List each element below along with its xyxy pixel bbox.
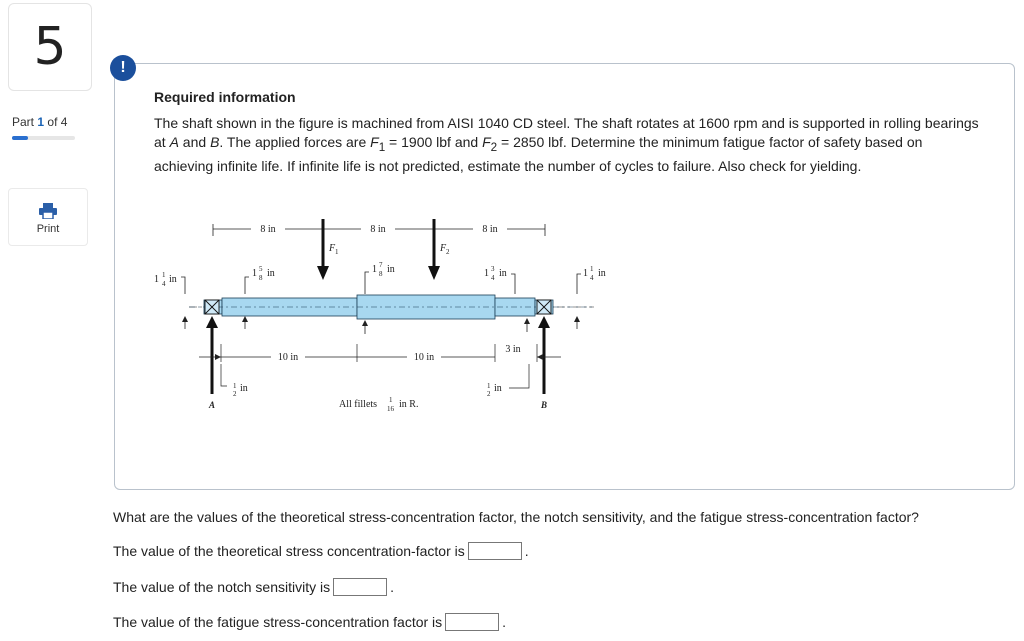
d-2-whole: 1 [252,268,257,279]
dim-top-2: 8 in [370,224,386,235]
fillets-prefix: All fillets [339,399,378,410]
half-left-num: 1 [233,382,237,390]
fillets-den: 16 [387,405,394,413]
kt-label: The value of the theoretical stress concentration-factor is [113,543,465,559]
kt-input[interactable] [468,542,522,560]
print-label: Print [36,223,60,235]
question-prompt: What are the values of the theoretical stress-concentration factor, the notch sensitivity, and the fatigue stress-concentration factor? [113,509,919,525]
d-5-unit: in [598,268,606,279]
force-f2-label: F [440,243,447,254]
half-right-den: 2 [487,390,491,398]
d-4-den: 4 [491,274,495,282]
d-4-whole: 1 [484,268,489,279]
part-current: 1 [37,115,45,129]
force-f2-arrow [428,266,440,280]
label-a: A [209,400,216,410]
label-b: B [541,400,548,410]
bearing-b [537,300,551,314]
answer-line-q [113,578,394,596]
force-f1-sub: 1 [335,248,339,256]
d-3-unit: in [387,264,395,275]
reaction-a-arrow [206,316,218,328]
force-f1-arrow [317,266,329,280]
d-2-unit: in [267,268,275,279]
d-left-den: 4 [162,280,166,288]
part-progress-fill [12,136,28,140]
req-text-3: . The applied forces are [219,133,371,150]
d-left-num: 1 [162,271,166,279]
req-text-1: The shaft shown in the figure is machined from AISI 1040 CD steel. The shaft rotates at 1600 rpm and is supported in rolling bearings at [154,115,979,150]
force-f1-label: F [329,243,336,254]
kf-label: The value of the fatigue stress-concentration factor is [113,614,443,630]
f1-sub: 1 [378,140,386,154]
question-number: 5 [8,3,92,91]
dim-bottom-1: 10 in [277,352,299,363]
d-left-unit: in [169,274,177,285]
alert-icon: ! [110,55,136,81]
notch-sensitivity-input[interactable] [333,578,387,596]
fillets-num: 1 [389,396,393,404]
required-info-title: Required information [154,89,296,105]
kf-period: . [502,614,507,630]
d-2-num: 5 [259,265,263,273]
dim-3in: 3 in [505,344,521,355]
answer-line-kt [113,542,529,560]
part-of: of 4 [47,115,68,129]
dim-top-3: 8 in [482,224,498,235]
diameter-left: 1 [154,274,159,285]
req-text-5: = 2850 lbf. Determine the minimum fatigue factor of safety based on achieving infinite life. If infinite life is not predicted, estimate the number of cycles to failure. Also check for yielding. [154,133,923,174]
part-prefix: Part [12,115,35,129]
d-5-den: 4 [590,274,594,282]
required-info-panel [114,63,1015,490]
half-right-unit: in [494,383,502,394]
force-f2-sub: 2 [446,248,450,256]
req-text-4: = 1900 lbf and [385,133,483,150]
part-indicator [12,115,67,129]
q-period: . [390,579,394,595]
reaction-b-arrow [538,316,550,328]
printer-icon [39,203,57,219]
d-5-whole: 1 [583,268,588,279]
fillets-suffix: in R. [399,399,419,410]
bearing-a [205,300,219,314]
part-progress-bar [12,136,75,140]
f2-symbol: F [482,133,491,150]
d-3-den: 8 [379,270,383,278]
d-4-unit: in [499,268,507,279]
bearing-a-ref: A [169,133,179,150]
half-left-unit: in [240,383,248,394]
half-left-den: 2 [233,390,237,398]
dim-bottom-2: 10 in [413,352,435,363]
required-info-text [154,114,984,175]
d-5-num: 1 [590,265,594,273]
kf-input[interactable] [445,613,499,631]
print-button[interactable] [8,188,88,246]
d-2-den: 8 [259,274,263,282]
kt-period: . [524,543,529,559]
f2-sub: 2 [490,140,498,154]
q-label: The value of the notch sensitivity is [113,579,331,595]
shaft-figure [149,214,619,414]
bearing-b-ref: B [210,133,220,150]
req-text-2: and [178,133,211,150]
d-3-num: 7 [379,261,383,269]
answer-line-kf [113,613,506,631]
d-3-whole: 1 [372,264,377,275]
dim-top-1: 8 in [260,224,276,235]
half-right-num: 1 [487,382,491,390]
f1-symbol: F [370,133,379,150]
d-4-num: 3 [491,265,495,273]
